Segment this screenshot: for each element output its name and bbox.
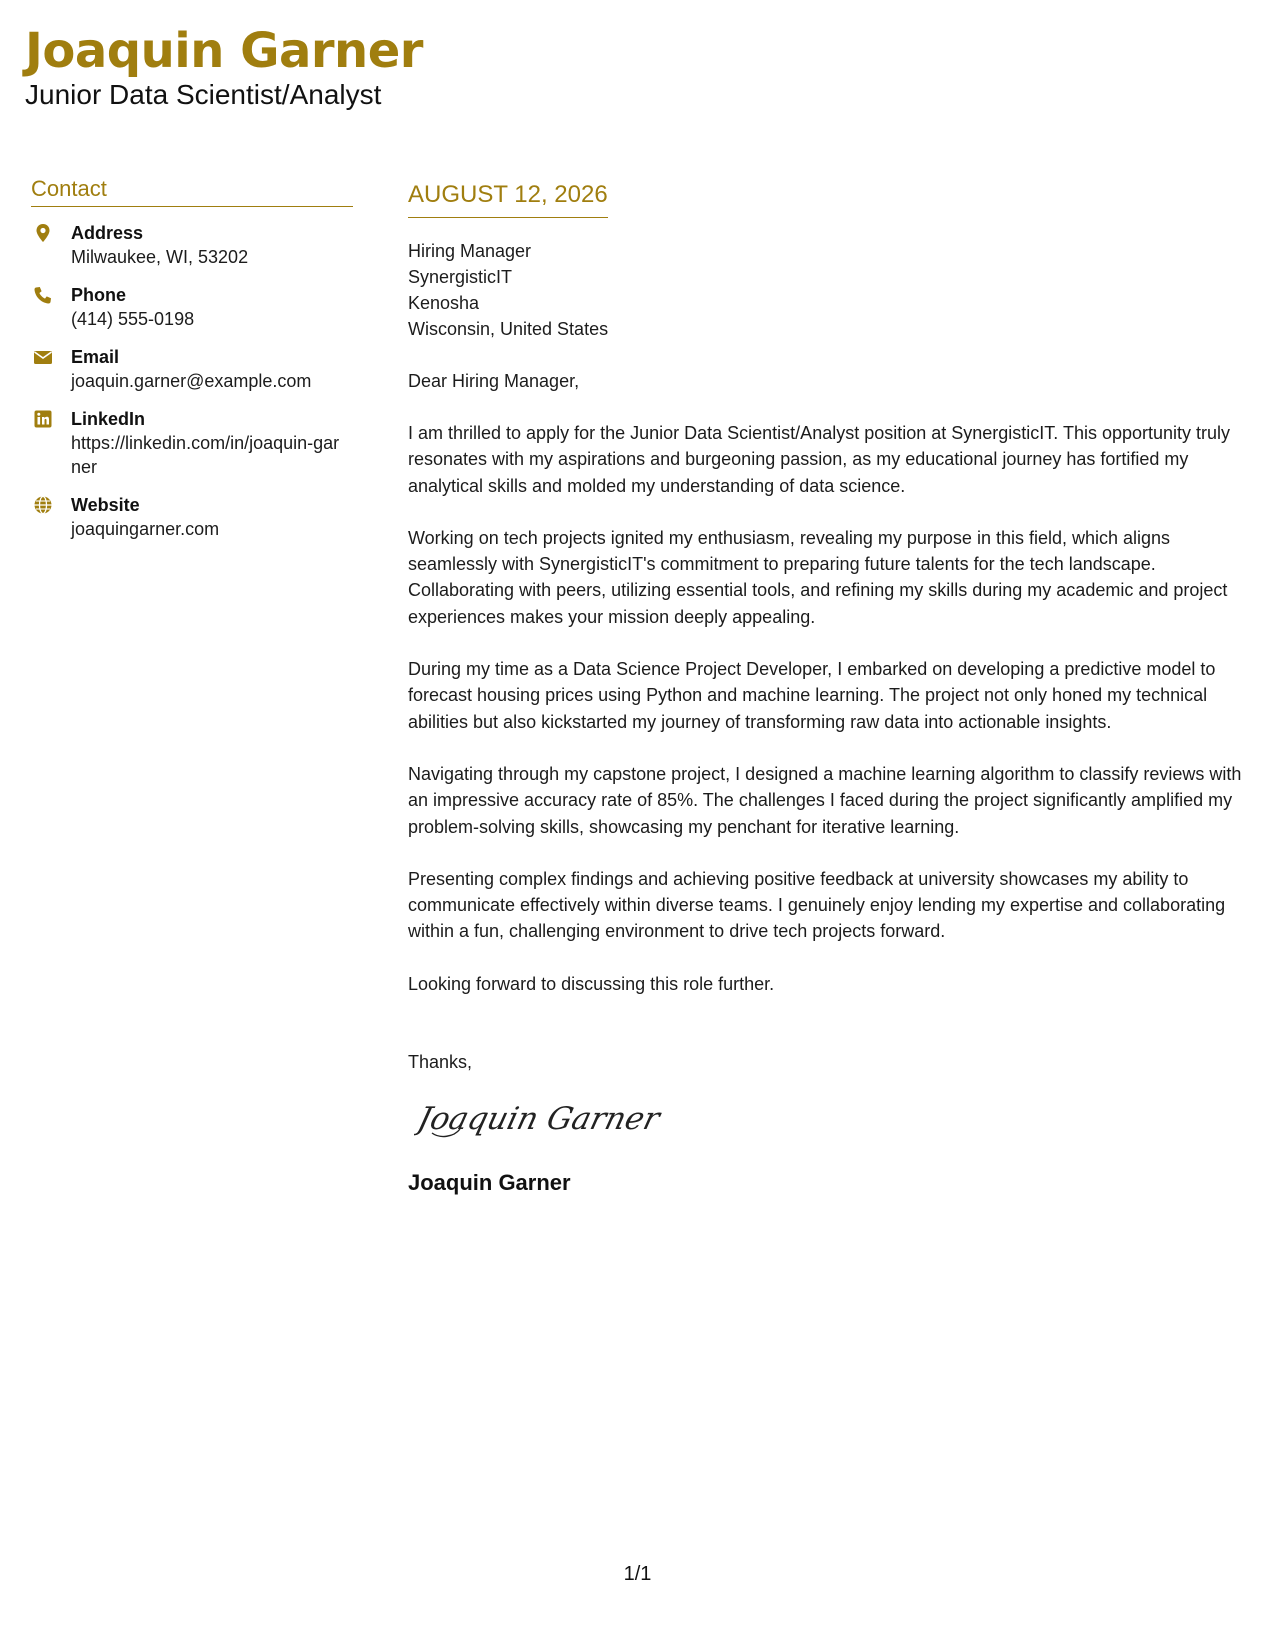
signer-name: Joaquin Garner (408, 1170, 571, 1196)
signature-text: Joaquin Garner (414, 1101, 664, 1137)
contact-sidebar (31, 176, 353, 541)
recipient-block (408, 238, 1253, 342)
linkedin-icon (33, 409, 53, 429)
email-label: Email (71, 347, 120, 367)
recipient-line: Hiring Manager (408, 241, 532, 261)
website-value[interactable]: joaquingarner.com (71, 519, 220, 539)
salutation: Dear Hiring Manager, (408, 371, 580, 391)
recipient-line: SynergisticIT (408, 267, 513, 287)
website-label: Website (71, 495, 140, 515)
closing: Thanks, (408, 1052, 473, 1073)
candidate-name: Joaquin Garner (25, 23, 423, 79)
handwritten-signature (414, 1089, 664, 1149)
email-value[interactable]: joaquin.garner@example.com (71, 371, 312, 391)
envelope-icon (33, 347, 53, 367)
address-label: Address (71, 223, 144, 243)
document-header (25, 22, 423, 112)
recipient-line: Kenosha (408, 293, 480, 313)
contact-linkedin (31, 407, 353, 479)
phone-label: Phone (71, 285, 127, 305)
contact-phone (31, 283, 353, 331)
linkedin-value[interactable]: https://linkedin.com/in/joaquin-garner (71, 433, 340, 477)
letter-date: AUGUST 12, 2026 (408, 180, 608, 218)
contact-website (31, 493, 353, 541)
letter-paragraph: I am thrilled to apply for the Junior Data Scientist/Analyst position at SynergisticIT. This opportunity truly resonates with my aspirations and burgeoning passion, as my educational journey has fortified my analytical skills and molded my understanding of data science. (408, 423, 1231, 496)
letter-paragraph: Looking forward to discussing this role further. (408, 973, 775, 994)
letter-paragraph: Presenting complex findings and achieving positive feedback at university showcases my ability to communicate effectively within diverse teams. I genuinely enjoy lending my expertise and collaborating within a fun, challenging environment to drive tech projects forward. (408, 868, 1226, 942)
letter-paragraph: Working on tech projects ignited my enthusiasm, revealing my purpose in this field, which aligns seamlessly with SynergisticIT's commitment to preparing future talents for the tech landscape. Collaborating with peers, utilizing essential tools, and refining my skills during my academic and project experiences makes your mission deeply appealing. (408, 527, 1228, 627)
address-value: Milwaukee, WI, 53202 (71, 247, 249, 267)
contact-email (31, 345, 353, 393)
letter-body (408, 180, 1253, 1197)
page-number: 1/1 (623, 1563, 652, 1585)
linkedin-label: LinkedIn (71, 409, 146, 429)
phone-icon (33, 285, 53, 305)
recipient-line: Wisconsin, United States (408, 319, 609, 339)
map-pin-icon (33, 223, 53, 243)
letter-paragraph: During my time as a Data Science Project Developer, I embarked on developing a predictive model to forecast housing prices using Python and machine learning. The project not only honed my technical abilities but also kickstarted my journey of transforming raw data into actionable insights. (408, 659, 1216, 732)
contact-heading: Contact (31, 176, 353, 207)
job-title: Junior Data Scientist/Analyst (25, 79, 382, 110)
contact-address (31, 221, 353, 269)
globe-icon (33, 495, 53, 515)
phone-value: (414) 555-0198 (71, 309, 195, 329)
letter-paragraph: Navigating through my capstone project, I designed a machine learning algorithm to classify reviews with an impressive accuracy rate of 85%. The challenges I faced during the project significantly amplified my problem-solving skills, showcasing my penchant for iterative learning. (408, 763, 1242, 837)
